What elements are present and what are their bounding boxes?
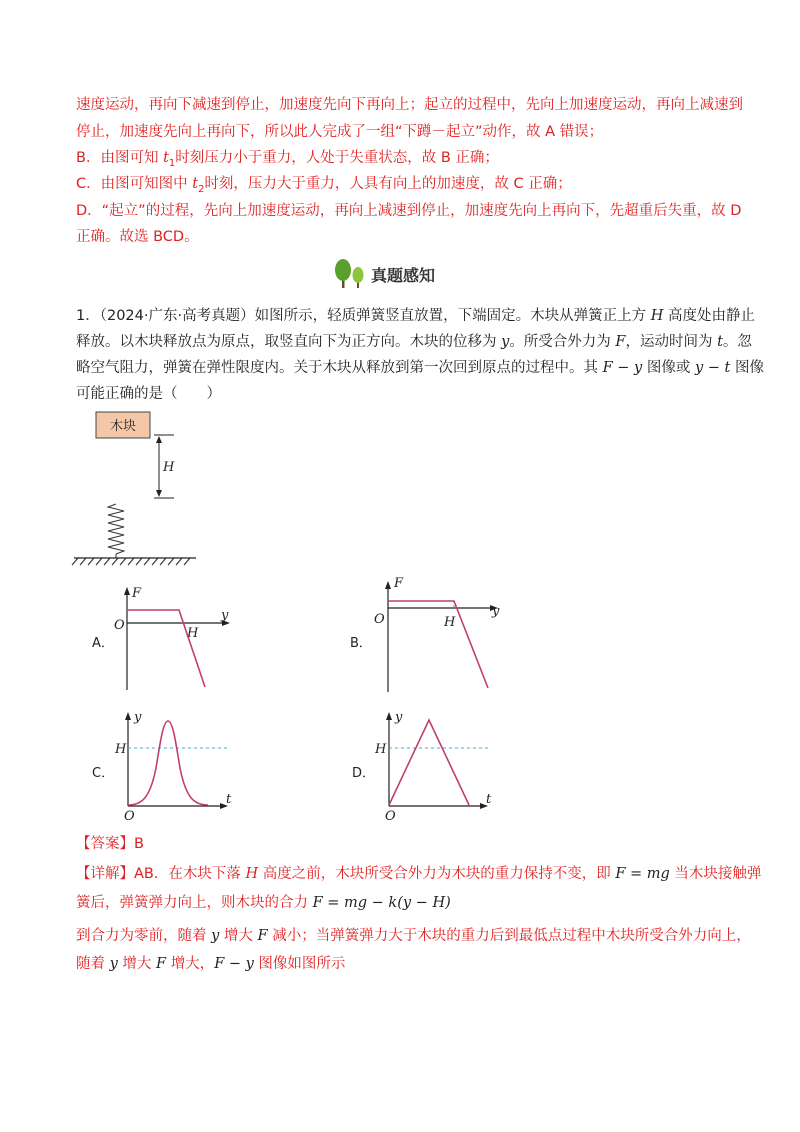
question-line-1: [76, 306, 755, 326]
var-f: F: [257, 928, 268, 944]
axis-t: t: [226, 792, 232, 807]
detail-line-3: [76, 926, 751, 946]
axis-t: t: [486, 792, 492, 807]
detail-text: 高度之前，木块所受合外力为木块的重力保持不变，即: [258, 866, 616, 882]
height-label: H: [163, 460, 175, 475]
solution-c-text-end: 时刻，压力大于重力，人具有向上的加速度，故 C 正确；: [204, 176, 572, 192]
solution-option-d-1: D．“起立”的过程，先向上加速度运动，再向上减速到停止，加速度先向上再向下，先超重后失重，故 D: [76, 203, 742, 219]
var-y: y: [109, 956, 118, 972]
var-h: H: [650, 308, 664, 324]
option-c-label: C．: [92, 766, 115, 781]
question-text: 图像或: [642, 360, 695, 376]
formula-f-y: F − y: [602, 360, 643, 376]
question-text: ，运动时间为: [625, 334, 718, 350]
detail-text: 随着: [76, 956, 110, 972]
option-a-label: A．: [92, 636, 114, 651]
axis-y: y: [492, 604, 500, 619]
detail-text: 减小；当弹簧弹力大于木块的重力后到最低点过程中木块所受合外力向上，: [267, 928, 751, 944]
detail-line-4: [76, 954, 345, 974]
mark-h: H: [444, 615, 456, 630]
solution-line-2: 停止，加速度先向上再向下，所以此人完成了一组“下蹲－起立”动作，故 A 错误；: [76, 124, 604, 140]
var-t: t: [192, 176, 199, 192]
question-text: 。所受合外力为: [509, 334, 616, 350]
solution-option-c: [76, 174, 572, 200]
question-text: 高度处由静止: [663, 308, 755, 324]
formula-net-force: F = mg − k(y − H): [312, 895, 451, 911]
detail-label: 【详解】: [76, 866, 134, 882]
question-line-4: 可能正确的是（ ）: [76, 386, 221, 402]
option-b-label: B．: [350, 636, 372, 651]
detail-text: 到合力为零前，随着: [76, 928, 212, 944]
var-y: y: [501, 334, 510, 350]
spring: [108, 504, 124, 554]
solution-c-text: C．由图可知图中: [76, 176, 193, 192]
detail-text: 簧后，弹簧弹力向上，则木块的合力: [76, 895, 313, 911]
option-a-graph: [108, 583, 238, 693]
var-y: y: [211, 928, 220, 944]
question-text: 1．（2024·广东·高考真题）如图所示，轻质弹簧竖直放置，下端固定。木块从弹簧正上方: [76, 308, 651, 324]
origin-o: O: [124, 809, 135, 820]
curve-a: [127, 610, 205, 687]
origin-o: O: [374, 612, 385, 627]
spring-block-figure: [70, 408, 200, 568]
answer-value: B: [134, 836, 144, 852]
question-line-3: [76, 358, 764, 378]
solution-line-1: 速度运动，再向下减速到停止，加速度先向下再向上；起立的过程中，先向上加速度运动，再向上减速到: [76, 97, 743, 113]
solution-b-text: B．由图可知: [76, 150, 164, 166]
var-f: F: [156, 956, 167, 972]
axis-f: F: [394, 576, 404, 591]
curve-d: [389, 720, 469, 805]
question-line-2: [76, 332, 752, 352]
formula-f-mg: F = mg: [615, 866, 670, 882]
axis-y: y: [221, 608, 229, 623]
var-h: H: [245, 866, 259, 882]
formula-y-t: y − t: [694, 360, 731, 376]
section-title: 真题感知: [371, 265, 436, 285]
option-c-graph: [112, 708, 242, 820]
detail-text: 图像如图所示: [253, 956, 346, 972]
var-t: t: [717, 334, 723, 350]
detail-text: 增大，: [166, 956, 215, 972]
mark-h: H: [115, 742, 127, 757]
curve-c: [128, 721, 208, 805]
curve-b: [388, 601, 488, 688]
question-text: 略空气阻力，弹簧在弹性限度内。关于木块从释放到第一次回到原点的过程中。其: [76, 360, 603, 376]
detail-text: 当木块接触弹: [669, 866, 762, 882]
sub-1: 1: [168, 157, 176, 169]
var-t: t: [163, 150, 169, 166]
axis-y: y: [134, 710, 142, 725]
solution-option-d-2: 正确。故选 BCD。: [76, 229, 199, 245]
origin-o: O: [385, 809, 396, 820]
detail-line-2: [76, 893, 451, 913]
detail-text: 增大: [117, 956, 157, 972]
option-d-label: D．: [352, 766, 376, 781]
answer-label: 【答案】: [76, 836, 134, 852]
question-text: 。忽: [722, 334, 752, 350]
axis-f: F: [132, 586, 142, 601]
question-text: 图像: [730, 360, 764, 376]
var-f: F: [615, 334, 626, 350]
solution-option-b: [76, 148, 499, 174]
solution-b-text-end: 时刻压力小于重力，人处于失重状态，故 B 正确；: [175, 150, 499, 166]
detail-text: AB．在木块下落: [134, 866, 246, 882]
question-text: 释放。以木块释放点为原点，取竖直向下为正方向。木块的位移为: [76, 334, 502, 350]
option-d-graph: [372, 708, 502, 820]
section-heading: [333, 257, 435, 291]
block-label: 木块: [109, 419, 137, 434]
tree-icon: [333, 258, 367, 290]
formula-f-y: F − y: [214, 956, 254, 972]
detail-line-1: [76, 864, 761, 884]
detail-text: 增大: [219, 928, 258, 944]
sub-2: 2: [198, 183, 205, 195]
answer-line: [76, 834, 144, 854]
mark-h: H: [187, 626, 199, 641]
option-b-graph: [370, 575, 510, 695]
mark-h: H: [375, 742, 387, 757]
origin-o: O: [114, 618, 125, 633]
axis-y: y: [395, 710, 403, 725]
